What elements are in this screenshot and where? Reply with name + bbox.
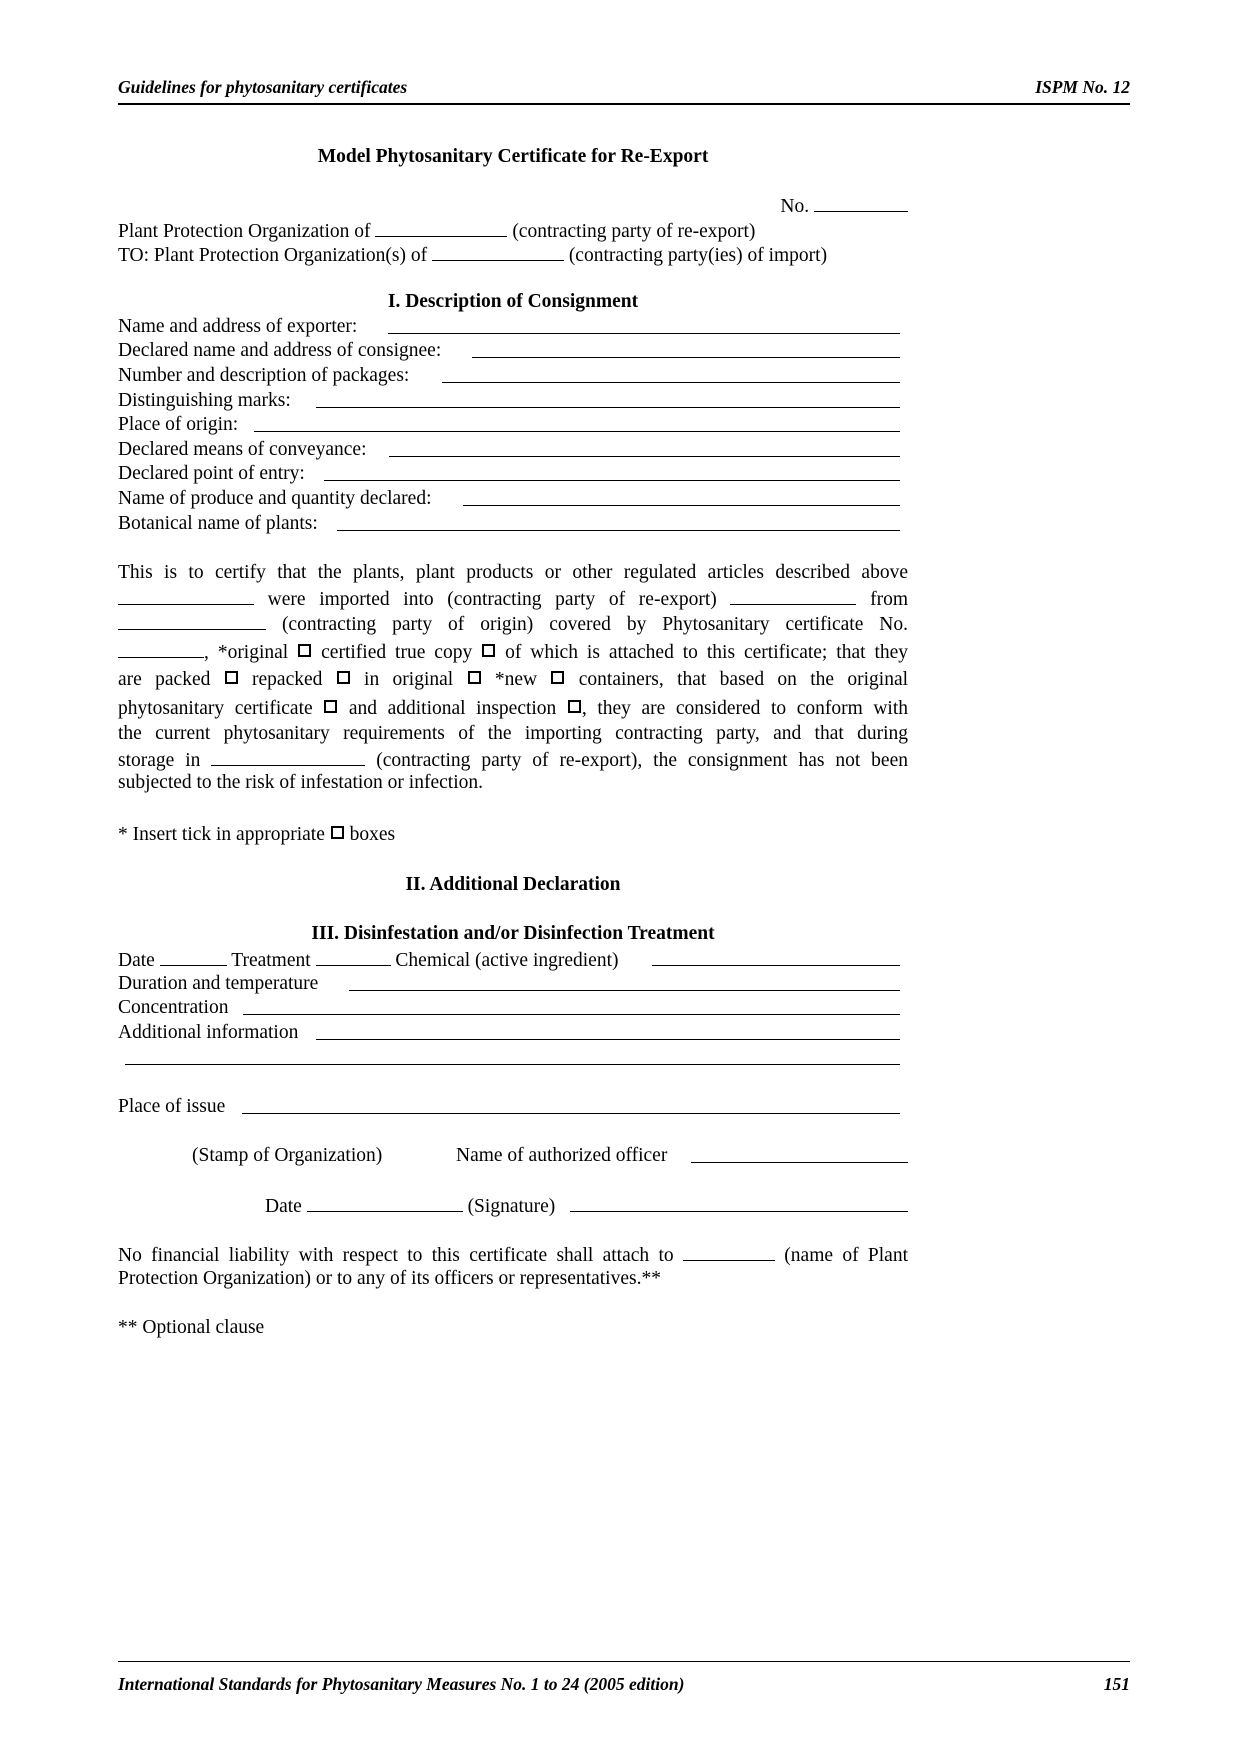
entry-field[interactable] [324,463,900,481]
ppo-of-note: (contracting party of re-export) [512,221,756,242]
ppo-of-label: Plant Protection Organization of [118,221,371,242]
tick-note [118,824,395,846]
section3-heading: III. Disinfestation and/or Disinfection Treatment [311,923,715,944]
liability-line-1 [118,1243,908,1267]
original-label: , *original [204,642,289,663]
conveyance-field[interactable] [389,439,900,457]
additional-label: Additional information [118,1022,299,1043]
consignee-label: Declared name and address of consignee: [118,340,442,361]
to-ppo-field[interactable] [432,243,564,261]
repacked-checkbox[interactable] [337,671,350,684]
pc-checkbox[interactable] [324,700,337,713]
section1-heading: I. Description of Consignment [387,291,639,312]
chemical-field[interactable] [652,948,900,966]
certify-l3-text: (contracting party of origin) covered by Phytosanitary certificate No. [281,614,909,635]
page-number: 151 [1103,1674,1130,1694]
certify-line-5 [118,669,908,691]
certify-line-9: subjected to the risk of infestation or infection. [118,772,483,793]
document-title: Model Phytosanitary Certificate for Re-Export [317,146,709,167]
produce-field[interactable] [463,488,900,506]
section2-heading: II. Additional Declaration [405,874,621,895]
place-of-issue-line [118,1096,908,1118]
certify-line-7: the current phytosanitary requirements of the importing contracting party, and that during [118,723,908,744]
marks-field[interactable] [316,390,900,408]
botanical-label: Botanical name of plants: [118,513,318,534]
additional-line [118,1022,908,1044]
conveyance-line [118,439,908,461]
produce-line [118,488,908,510]
additional-field[interactable] [316,1022,900,1040]
entry-line [118,463,908,485]
conveyance-label: Declared means of conveyance: [118,439,367,460]
certify-line-1: This is to certify that the plants, plant products or other regulated articles described above [118,562,908,583]
additional-field-2[interactable] [125,1047,900,1065]
footer-publication: International Standards for Phytosanitary Measures No. 1 to 24 (2005 edition) [118,1674,685,1694]
storage-party-field[interactable] [211,748,365,766]
certify-line-6 [118,698,908,720]
true-copy-label: certified true copy [321,642,473,663]
treatment-date-label: Date [118,950,155,971]
re-export-party-field[interactable] [118,587,254,605]
certify-l2-text: were imported into (contracting party of re-export) [267,589,717,610]
treatment-field[interactable] [316,948,391,966]
officer-line [456,1145,908,1167]
certify-line-4 [118,640,908,664]
exporter-field[interactable] [388,316,900,334]
chemical-label: Chemical (active ingredient) [395,950,619,971]
treatment-label: Treatment [231,950,311,971]
footer-rule [118,1661,1130,1662]
liability-text: No financial liability with respect to this certificate shall attach to [118,1245,674,1266]
to-ppo-note: (contracting party(ies) of import) [568,245,828,266]
original-containers-checkbox[interactable] [468,671,481,684]
true-copy-checkbox[interactable] [482,644,495,657]
certify-l6-text: , they are considered to conform with [581,698,909,719]
certify-line-8 [118,748,908,772]
signature-label: (Signature) [467,1196,556,1217]
botanical-field[interactable] [337,513,900,531]
duration-field[interactable] [349,973,900,991]
concentration-field[interactable] [243,997,900,1015]
concentration-line [118,997,908,1019]
origin-field[interactable] [254,414,900,432]
concentration-label: Concentration [118,997,229,1018]
consignee-line [118,340,908,362]
place-of-issue-field[interactable] [242,1096,900,1114]
inspection-label: and additional inspection [348,698,557,719]
marks-line [118,390,908,412]
ppo-of-line [118,219,755,243]
tick-note-text: * Insert tick in appropriate [118,824,325,845]
origin-label: Place of origin: [118,414,239,435]
signature-line [265,1194,908,1218]
officer-label: Name of authorized officer [456,1145,668,1166]
import-into-field[interactable] [730,587,856,605]
header-rule [118,103,1130,105]
produce-label: Name of produce and quantity declared: [118,488,432,509]
header-standard-number: ISPM No. 12 [1035,77,1130,97]
liability-line-2: Protection Organization) or to any of its officers or representatives.** [118,1268,661,1289]
certify-l8-text: (contracting party of re-export), the consignment has not been [376,750,908,771]
entry-label: Declared point of entry: [118,463,305,484]
signature-date-field[interactable] [307,1194,463,1212]
certificate-number-label: No. [780,196,810,217]
storage-label: storage in [118,750,201,771]
certify-line-2 [118,587,908,611]
to-ppo-line [118,243,827,267]
signature-field[interactable] [570,1194,908,1212]
signature-date-label: Date [265,1196,302,1217]
certify-l5-text: containers, that based on the original [578,669,909,690]
marks-label: Distinguishing marks: [118,390,291,411]
exporter-line [118,316,908,338]
pc-label: phytosanitary certificate [118,698,313,719]
inspection-checkbox[interactable] [568,700,581,713]
original-checkbox[interactable] [298,644,311,657]
pc-number-field[interactable] [118,640,204,658]
duration-line [118,973,908,995]
officer-field[interactable] [691,1145,908,1163]
tick-note-box-icon [331,826,344,839]
new-containers-checkbox[interactable] [551,671,564,684]
new-containers-label: *new [494,669,538,690]
ppo-name-field[interactable] [683,1243,775,1261]
consignee-field[interactable] [472,340,900,358]
origin-party-field[interactable] [118,612,266,630]
treatment-date-field[interactable] [160,948,227,966]
original-containers-label: in original [364,669,454,690]
repacked-label: repacked [252,669,323,690]
packages-label: Number and description of packages: [118,365,410,386]
header-title: Guidelines for phytosanitary certificates [118,77,408,97]
origin-line [118,414,908,436]
certify-l4-text: of which is attached to this certificate; that they [505,642,909,663]
packed-label: are packed [118,669,211,690]
place-of-issue-label: Place of issue [118,1096,226,1117]
optional-clause-note: ** Optional clause [118,1317,265,1338]
to-ppo-label: TO: Plant Protection Organization(s) of [118,245,428,266]
duration-label: Duration and temperature [118,973,319,994]
stamp-label: (Stamp of Organization) [192,1145,383,1166]
certify-line-3 [118,612,908,636]
exporter-label: Name and address of exporter: [118,316,358,337]
liability-ppo-note: (name of Plant [784,1245,908,1266]
tick-note-boxes: boxes [349,824,396,845]
packages-line [118,365,908,387]
treatment-line [118,948,908,972]
certificate-number-line [118,194,908,218]
certify-l2-from: from [870,589,909,610]
ppo-of-field[interactable] [375,219,507,237]
packages-field[interactable] [442,365,900,383]
certificate-number-field[interactable] [814,194,908,212]
botanical-line [118,513,908,535]
packed-checkbox[interactable] [225,671,238,684]
